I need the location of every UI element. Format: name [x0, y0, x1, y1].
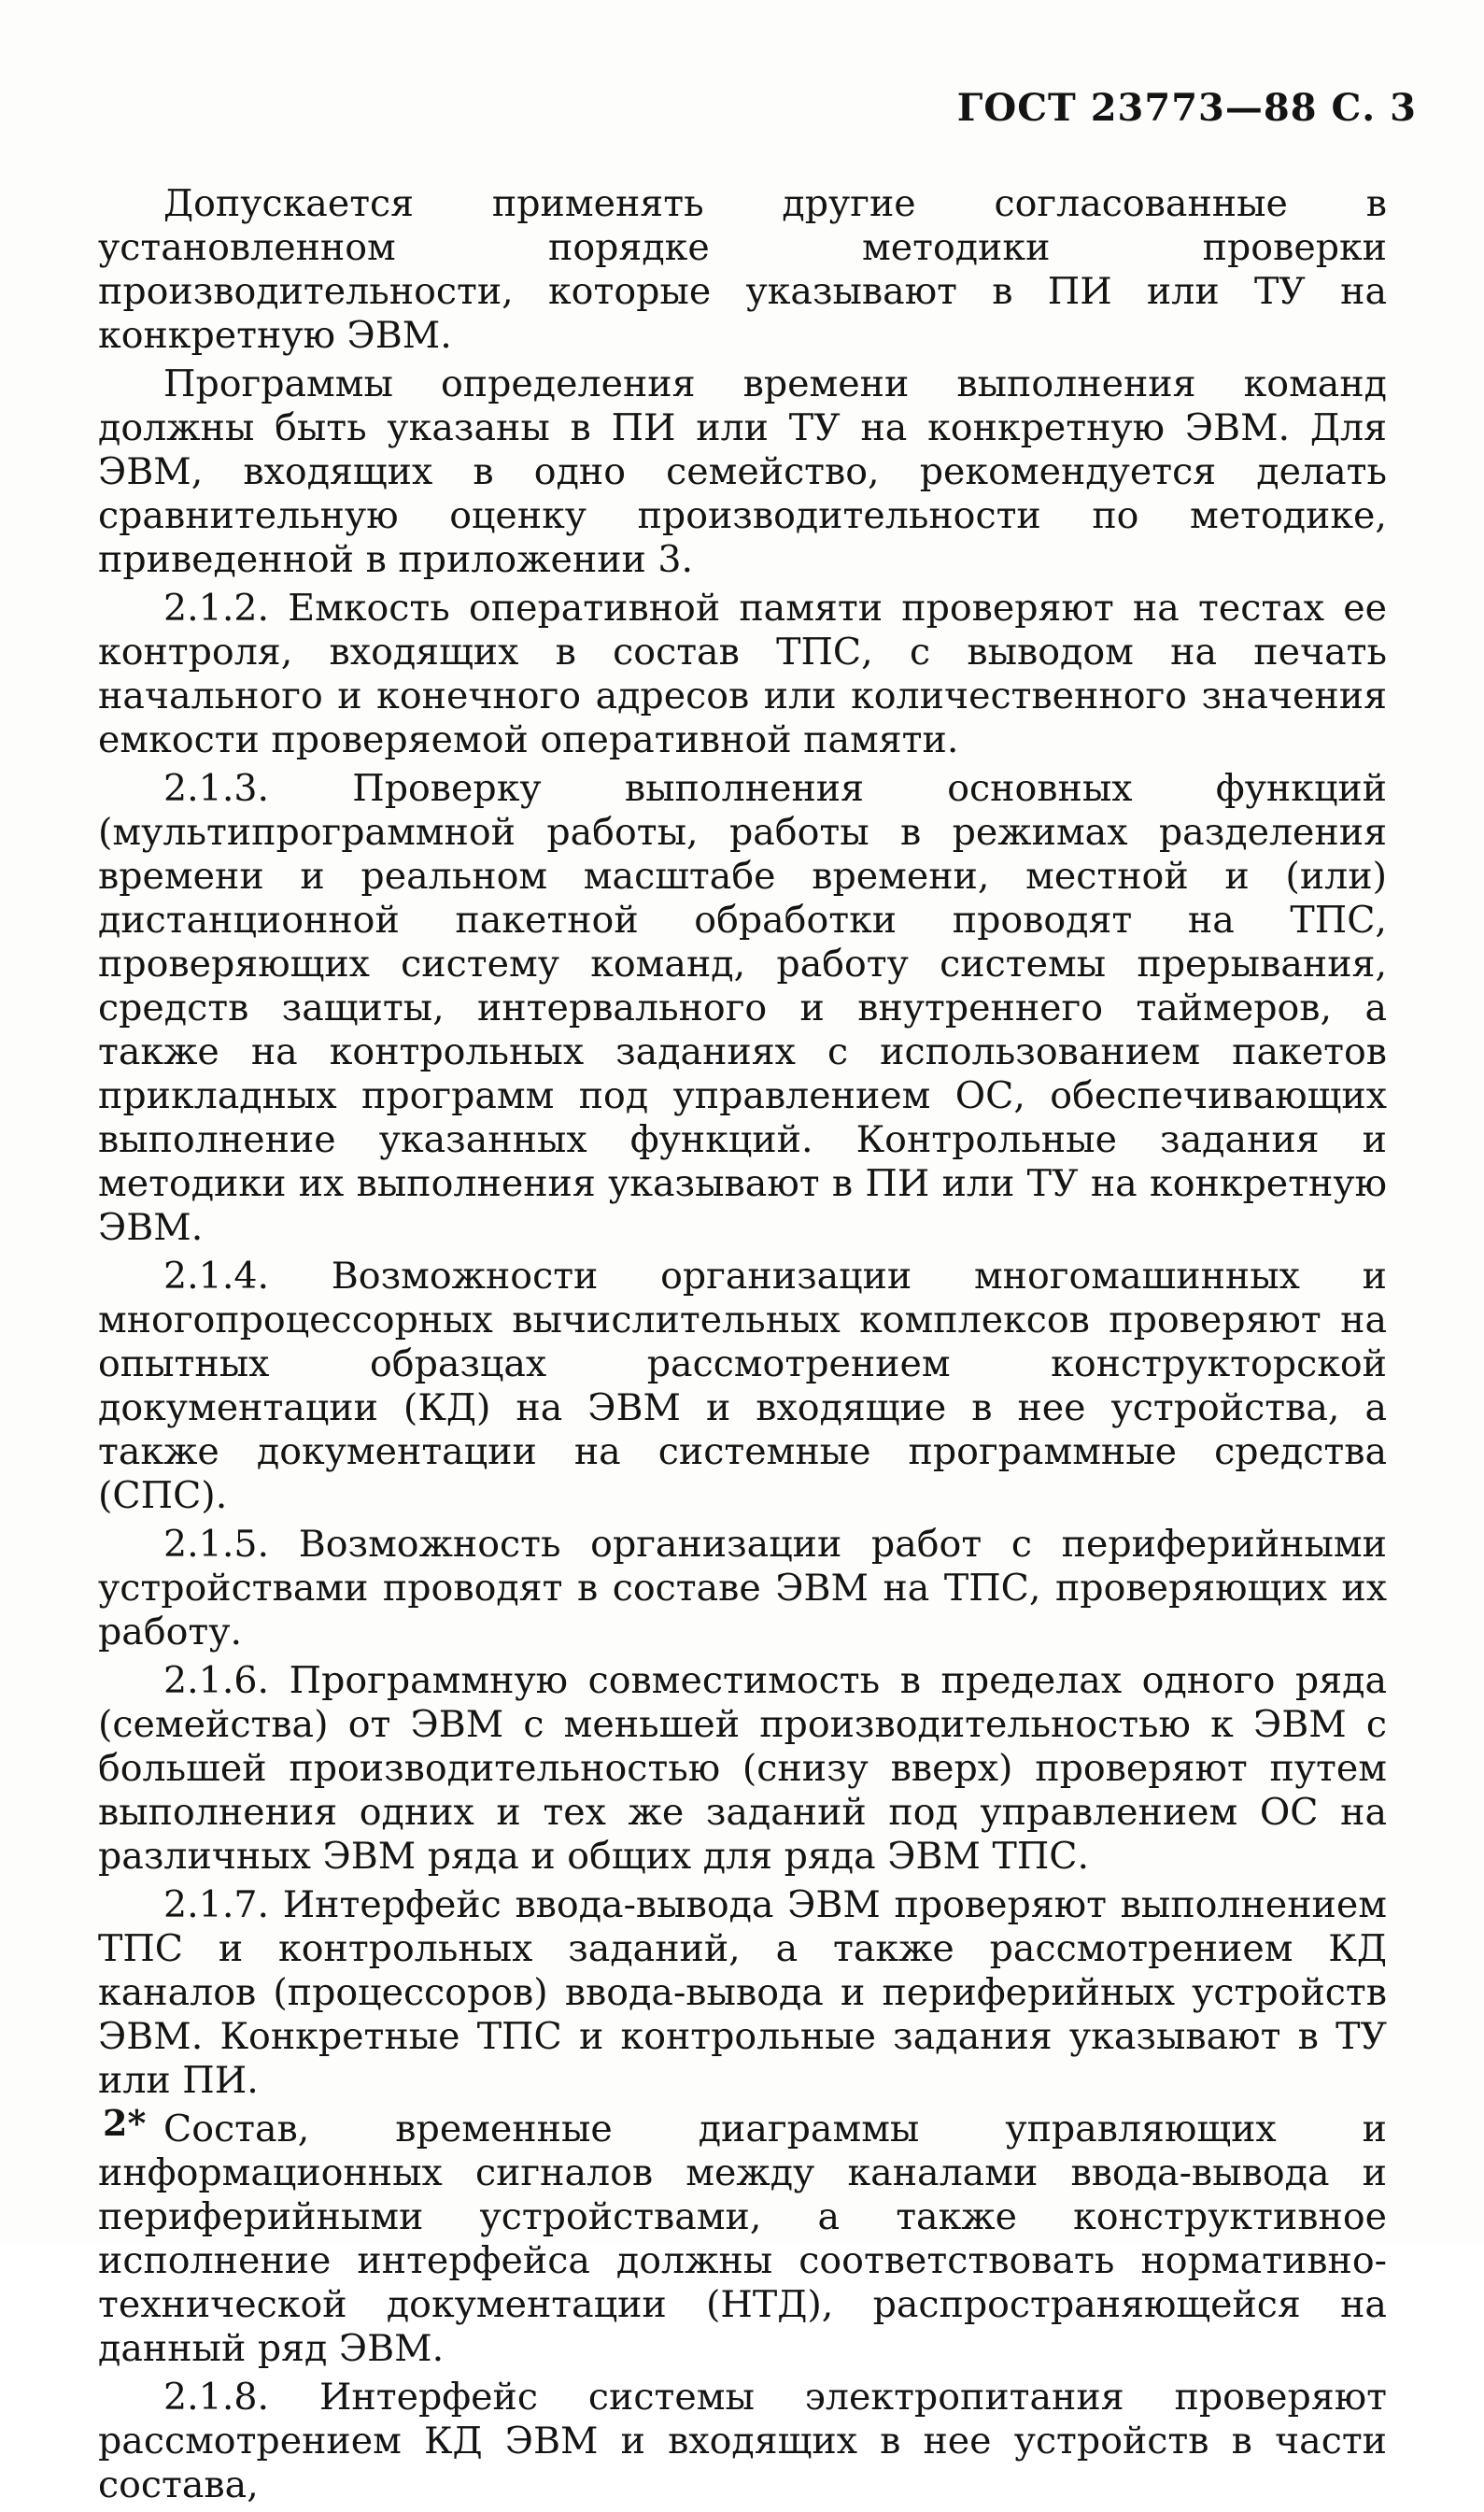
paragraph: 2.1.7. Интерфейс ввода-вывода ЭВМ проверяют выполнением ТПС и контрольных заданий, а также рассмотрением КД каналов (процессоров) ввода-вывода и периферийных устройств ЭВМ. Конкретные ТПС и контрольные задания указывают в ТУ или ПИ.	[98, 1883, 1387, 2102]
paragraph: 2.1.5. Возможность организации работ с периферийными устройствами проводят в составе ЭВМ на ТПС, проверяющих их работу.	[98, 1523, 1387, 1653]
paragraph: 2.1.8. Интерфейс системы электропитания проверяют рассмотрением КД ЭВМ и входящих в нее устройств в части состава,	[98, 2376, 1387, 2506]
paragraph: Допускается применять другие согласованные в установленном порядке методики проверки производительности, которые указывают в ПИ или ТУ на конкретную ЭВМ.	[98, 182, 1387, 357]
paragraph: 2.1.6. Программную совместимость в пределах одного ряда (семейства) от ЭВМ с меньшей производительностью к ЭВМ с большей производительностью (снизу вверх) проверяют путем выполнения одних и тех же заданий под управлением ОС на различных ЭВМ ряда и общих для ряда ЭВМ ТПС.	[98, 1659, 1387, 1878]
paragraph: 2.1.3. Проверку выполнения основных функций (мультипрограммной работы, работы в режимах разделения времени и реальном масштабе времени, местной и (или) дистанционной пакетной обработки проводят на ТПС, проверяющих систему команд, работу системы прерывания, средств защиты, интервального и внутреннего таймеров, а также на контрольных заданиях с использованием пакетов прикладных программ под управлением ОС, обеспечивающих выполнение указанных функций. Контрольные задания и методики их выполнения указывают в ПИ или ТУ на конкретную ЭВМ.	[98, 767, 1387, 1249]
signature-mark: 2*	[103, 2102, 147, 2144]
document-body	[98, 182, 1387, 2512]
page-header: ГОСТ 23773—88 С. 3	[956, 86, 1417, 130]
paragraph: Состав, временные диаграммы управляющих и информационных сигналов между каналами ввода-вывода и периферийными устройствами, а также конструктивное исполнение интерфейса должны соответствовать нормативно-технической документации (НТД), распространяющейся на данный ряд ЭВМ.	[98, 2108, 1387, 2370]
paragraph: 2.1.2. Емкость оперативной памяти проверяют на тестах ее контроля, входящих в состав ТПС, с выводом на печать начального и конечного адресов или количественного значения емкости проверяемой оперативной памяти.	[98, 587, 1387, 761]
paragraph: 2.1.4. Возможности организации многомашинных и многопроцессорных вычислительных комплексов проверяют на опытных образцах рассмотрением конструкторской документации (КД) на ЭВМ и входящие в нее устройства, а также документации на системные программные средства (СПС).	[98, 1255, 1387, 1517]
paragraph: Программы определения времени выполнения команд должны быть указаны в ПИ или ТУ на конкретную ЭВМ. Для ЭВМ, входящих в одно семейство, рекомендуется делать сравнительную оценку производительности по методике, приведенной в приложении 3.	[98, 362, 1387, 581]
